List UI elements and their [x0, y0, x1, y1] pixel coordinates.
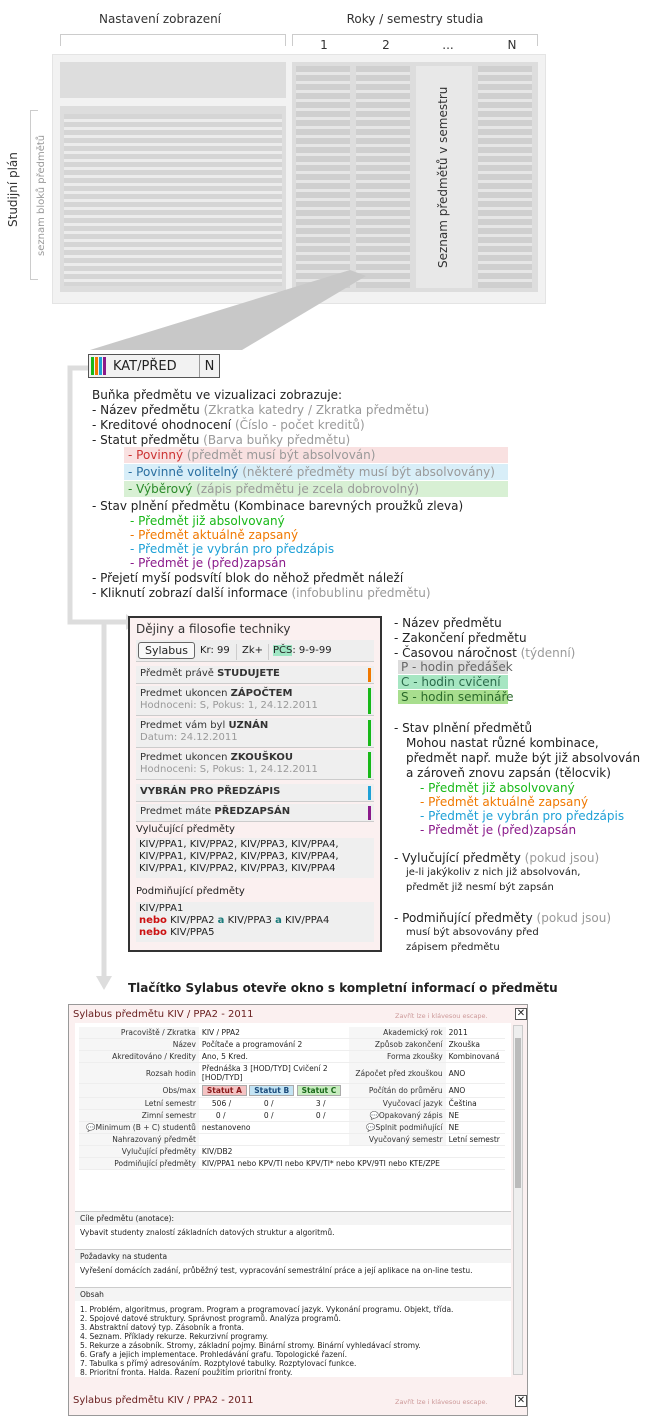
cell: ANO: [446, 1063, 505, 1084]
cell: Rozsah hodin: [79, 1063, 199, 1084]
opak: Opakovaný zápis: [378, 1111, 443, 1120]
arrow-head-sylabus: [96, 976, 112, 990]
cell: Zimní semestr: [79, 1110, 199, 1122]
info-title: Dějiny a filosofie techniky: [136, 622, 291, 636]
s2a: - Povinně volitelný: [128, 465, 243, 479]
info-kr: Kr: 99: [200, 645, 230, 656]
obsah-line: 5. Rekurze a zásobník. Stromy, základní pojmy. Binární stromy. Binární vyhledávací stromy.: [80, 1341, 421, 1350]
sem-label-3: ...: [442, 38, 454, 52]
st6a: Predmet máte: [140, 806, 215, 817]
syl-table: [79, 1027, 505, 1170]
desc-l3b: (Barva buňky předmětu): [203, 433, 351, 447]
a-1: a: [217, 915, 225, 926]
r-stav-b: Mohou nastat různé kombinace,: [406, 736, 599, 750]
list-label: Seznam předmětů v semestru: [436, 86, 450, 268]
cell: Počítače a programování 2: [199, 1039, 349, 1051]
r-q4: - Předmět je (před)zapsán: [420, 823, 577, 837]
cell: NE: [446, 1110, 505, 1122]
l-c: 3 /: [315, 1099, 326, 1108]
cell: Čeština: [446, 1098, 505, 1110]
cell: Vyučovací jazyk: [349, 1098, 446, 1110]
desc-l3a: - Statut předmětu: [92, 433, 204, 447]
r5b: (pokud jsou): [524, 851, 600, 865]
sem-label-1: 1: [320, 38, 328, 52]
cile-title: Cíle předmětu (anotace):: [75, 1211, 511, 1225]
r-p: P - hodin předášek: [398, 660, 508, 674]
r-vyl-c: je-li jakýkoliv z nich již absolvován,: [406, 867, 581, 878]
desc-p3: - Předmět je vybrán pro předzápis: [130, 542, 335, 556]
cile-text: Vybavit studenty znalostí základních datových struktur a algoritmů.: [80, 1228, 335, 1237]
syl-row: [79, 1098, 505, 1110]
status-vyberovy: [128, 482, 419, 496]
r-vyl-d: předmět již nesmí být zapsán: [406, 882, 554, 893]
cell: KIV/DB2: [199, 1146, 505, 1158]
cell: 2011: [446, 1027, 505, 1039]
st3b: UZNÁN: [228, 720, 269, 731]
status-studujete: [136, 666, 374, 684]
desc-intro: Buňka předmětu ve vizualizaci zobrazuje:: [92, 388, 343, 402]
desc-p4: - Předmět je (před)zapsán: [130, 556, 287, 570]
st6b: PŘEDZAPSÁN: [214, 806, 291, 817]
desc-p1: - Předmět již absolvovaný: [130, 514, 285, 528]
cell: Letní semestr: [446, 1134, 505, 1146]
bar-green-2: [368, 720, 371, 746]
syl-content: [75, 1023, 511, 1377]
obsah-line: 6. Grafy a jejich implementace. Prohledávání grafu. Topologické řazení.: [80, 1350, 348, 1359]
cell: Ano, 5 Kred.: [199, 1051, 349, 1063]
statut-a: Statut A: [202, 1085, 247, 1096]
syl-row: [79, 1027, 505, 1039]
obsah-text: [75, 1303, 511, 1377]
st3a: Predmet vám byl: [140, 720, 229, 731]
r-vyl: [394, 851, 599, 865]
bar-green-3: [368, 752, 371, 778]
cell-strip-orange: [95, 357, 98, 375]
cell: Podmiňující předměty: [79, 1158, 199, 1170]
cell: Vyučovaný semestr: [349, 1134, 446, 1146]
bubble-icon: 💬: [369, 1111, 379, 1120]
st5: VYBRÁN PRO PŘEDZÁPIS: [140, 786, 281, 797]
cell: [349, 1122, 446, 1134]
cell: Letní semestr: [79, 1098, 199, 1110]
r-q1: - Předmět již absolvovaný: [420, 781, 575, 795]
r6a: - Podmiňující předměty: [394, 911, 537, 925]
st2b: ZÁPOČTEM: [230, 688, 293, 699]
syl-title: Sylabus předmětu KIV / PPA2 - 2011: [73, 1009, 254, 1020]
syl-row: [79, 1158, 505, 1170]
status-zapoctem: [136, 686, 374, 716]
cell: Zápočet před zkouškou: [349, 1063, 446, 1084]
r-stav: - Stav plnění předmětů: [394, 721, 533, 735]
l-a: 506 /: [211, 1099, 232, 1108]
scrollbar-thumb[interactable]: [515, 1038, 521, 1188]
r3a: - Časovou náročnost: [394, 646, 521, 660]
r-casova: [394, 646, 575, 660]
cell: Kombinovaná: [446, 1051, 505, 1063]
info-pcs: [273, 645, 332, 656]
cell: Počítán do průměru: [349, 1084, 446, 1098]
s1b: (předmět musí být absolvován): [186, 448, 376, 462]
syl-row: [79, 1110, 505, 1122]
desc-line-6: [92, 586, 431, 600]
obsah-line: 2. Spojové datové struktury. Správnost programů. Analýza programů.: [80, 1314, 341, 1323]
obsah-line: 4. Seznam. Příklady rekurze. Rekurzivní programy.: [80, 1332, 269, 1341]
z-a: 0 /: [215, 1111, 226, 1120]
poz-text: Vyřešení domácích zadání, průběžný test, vypracování semestrální práce a její aplikace na on-line testu.: [80, 1266, 473, 1275]
settings-header: Nastavení zobrazení: [98, 12, 222, 26]
syl-row: [79, 1134, 505, 1146]
syl-footer-title: Sylabus předmětu KIV / PPA2 - 2011: [73, 1395, 254, 1406]
close-icon[interactable]: ✕: [516, 1008, 526, 1019]
cell: KIV/PPA1 nebo KPV/TI nebo KPV/TI* nebo KPV/9TI nebo KTE/ZPE: [199, 1158, 505, 1170]
cell: ANO: [446, 1084, 505, 1098]
poz-title: Požadavky na studenta: [75, 1249, 511, 1263]
scrollbar[interactable]: [513, 1025, 523, 1375]
r-s: S - hodin semináře: [398, 690, 508, 704]
sep2: [268, 644, 269, 660]
vyl-line-1: KIV/PPA1, KIV/PPA2, KIV/PPA3, KIV/PPA4,: [139, 839, 339, 850]
pod-title: Podmiňující předměty: [136, 886, 245, 897]
status-predzapsan: [136, 804, 374, 822]
r3b: (týdenní): [520, 646, 576, 660]
st1b: STUDUJETE: [217, 668, 280, 679]
cell: KIV / PPA2: [199, 1027, 349, 1039]
desc-l2a: - Kreditové ohodnocení: [92, 418, 235, 432]
cell: Zkouška: [446, 1039, 505, 1051]
vyl-line-2: KIV/PPA1, KIV/PPA2, KIV/PPA3, KIV/PPA4,: [139, 851, 339, 862]
cell-strip-green: [91, 357, 94, 375]
s3a: - Výběrový: [128, 482, 197, 496]
syl-row: [79, 1122, 505, 1134]
st1a: Předmět právě: [140, 668, 218, 679]
cell: Přednáška 3 [HOD/TYD] Cvičení 2 [HOD/TYD]: [199, 1063, 349, 1084]
cell-strip-purple: [103, 357, 106, 375]
cell: Akademický rok: [349, 1027, 446, 1039]
info-zk: Zk+: [242, 645, 264, 656]
cell: [199, 1084, 349, 1098]
cell-strip-blue: [99, 357, 102, 375]
pod-line-1: KIV/PPA1: [139, 903, 184, 914]
cell: Název: [79, 1039, 199, 1051]
syl-row: [79, 1051, 505, 1063]
bar-orange: [368, 668, 371, 682]
status-povinny: [128, 448, 375, 462]
syl-close-hint: Zavřít lze i klávesou escape.: [395, 1012, 488, 1020]
s3b: (zápis předmětu je zcela dobrovolný): [196, 482, 420, 496]
bar-purple: [368, 806, 371, 820]
splnit: Splnit podmiňující: [375, 1123, 443, 1132]
status-uznan: [136, 718, 374, 748]
syl-row: [79, 1063, 505, 1084]
pod3: KIV/PPA5: [166, 927, 215, 938]
s2b: (některé předměty musí být absolvovány): [242, 465, 495, 479]
r5a: - Vylučující předměty: [394, 851, 525, 865]
statut-c: Statut C: [297, 1085, 342, 1096]
zoom-wedge: [90, 270, 366, 350]
cell: Forma zkoušky: [349, 1051, 446, 1063]
plan-label: Studijní plán: [6, 152, 20, 228]
z-b: 0 /: [263, 1111, 274, 1120]
statut-b: Statut B: [249, 1085, 294, 1096]
bar-blue: [368, 786, 371, 800]
sylabus-heading: Tlačítko Sylabus otevře okno s kompletní informací o předmětu: [128, 981, 558, 995]
st4a: Predmet ukoncen: [140, 752, 231, 763]
blocks-label: seznam bloků předmětů: [36, 134, 47, 256]
vyl-title: Vylučující předměty: [136, 824, 235, 835]
syl-footer-hint: Zavřít lze i klávesou escape.: [395, 1398, 488, 1406]
desc-p2: - Předmět aktuálně zapsaný: [130, 528, 299, 542]
nebo-1: nebo: [139, 915, 167, 926]
cell: nestanoveno: [199, 1122, 349, 1134]
desc-l6b: (infobublinu předmětu): [291, 586, 431, 600]
subject-cell[interactable]: [88, 354, 220, 378]
obsah-line: 8. Prioritní fronta. Halda. Řazení použitím prioritní fronty.: [80, 1368, 293, 1377]
cell: NE: [446, 1122, 505, 1134]
obsah-line: 7. Tabulka s přímý adresováním. Rozptylové tabulky. Rozptylovací funkce.: [80, 1359, 357, 1368]
sem-label-2: 2: [382, 38, 390, 52]
status-volitelny: [128, 465, 495, 479]
syl-row: [79, 1039, 505, 1051]
min: Minimum (B + C) studentů: [95, 1123, 196, 1132]
pod2c: KIV/PPA4: [281, 915, 330, 926]
desc-line-2: [92, 418, 365, 432]
desc-l6a: - Kliknutí zobrazí další informace: [92, 586, 292, 600]
cell: [349, 1110, 446, 1122]
r-stav-d: a zároveň znovu zapsán (tělocvik): [406, 766, 611, 780]
l-b: 0 /: [263, 1099, 274, 1108]
st4c: Hodnoceni: S, Pokus: 1, 24.12.2011: [140, 764, 318, 775]
syl-row: [79, 1084, 505, 1098]
close-icon-footer[interactable]: ✕: [516, 1395, 526, 1406]
r-c: C - hodin cvičení: [398, 675, 508, 689]
r-zakonceni: - Zakončení předmětu: [394, 631, 527, 645]
r-pod-d: zápisem předmětu: [406, 942, 500, 953]
cell-name: KAT/PŘED: [113, 359, 177, 374]
pcs-value: : 9-9-99: [292, 645, 332, 656]
s1a: - Povinný: [128, 448, 187, 462]
sylabus-button[interactable]: Sylabus: [138, 642, 195, 659]
st3c: Datum: 24.12.2011: [140, 732, 238, 743]
bar-green-1: [368, 688, 371, 714]
r-stav-c: předmět např. muže být již absolvován: [406, 751, 641, 765]
cell: Vylučující předměty: [79, 1146, 199, 1158]
bubble-icon: 💬: [86, 1123, 96, 1132]
desc-l1b: (Zkratka katedry / Zkratka předmětu): [203, 403, 430, 417]
obsah-title: Obsah: [75, 1287, 511, 1301]
vyl-line-3: KIV/PPA1, KIV/PPA2, KIV/PPA3, KIV/PPA4: [139, 863, 336, 874]
r-nazev: - Název předmětu: [394, 616, 502, 630]
syl-row: [79, 1146, 505, 1158]
z-c: 0 /: [315, 1111, 326, 1120]
pcs-label: PČS: [273, 645, 293, 656]
st4b: ZKOUŠKOU: [230, 752, 293, 763]
r6b: (pokud jsou): [536, 911, 612, 925]
status-predzapis: [136, 784, 374, 802]
desc-l2b: (Číslo - počet kreditů): [234, 418, 365, 432]
cell: Pracoviště / Zkratka: [79, 1027, 199, 1039]
obsah-line: 1. Problém, algoritmus, program. Program a programovací jazyk. Vykonání programu. Objekt, třída.: [80, 1305, 454, 1314]
desc-line-3: [92, 433, 350, 447]
status-zkouskou: [136, 750, 374, 780]
cell: [199, 1110, 349, 1122]
cell-credits: N: [199, 355, 219, 377]
desc-l1a: - Název předmětu: [92, 403, 204, 417]
r-q3: - Předmět je vybrán pro předzápis: [420, 809, 625, 823]
pod2b: KIV/PPA3: [224, 915, 276, 926]
r-pod: [394, 911, 611, 925]
cell: Způsob zakončení: [349, 1039, 446, 1051]
sem-label-n: N: [507, 38, 517, 52]
pod2a: KIV/PPA2: [166, 915, 218, 926]
desc-line-5: - Přejetí myší podsvítí blok do něhož předmět náleží: [92, 571, 404, 585]
obsah-line: 3. Abstraktní datový typ. Zásobník a fronta.: [80, 1323, 244, 1332]
st2a: Predmet ukoncen: [140, 688, 231, 699]
sep1: [236, 644, 237, 660]
pod-line-2: [139, 915, 371, 927]
bubble-icon: 💬: [366, 1123, 376, 1132]
desc-line-4: - Stav plnění předmětu (Kombinace barevných proužků zleva): [92, 499, 464, 513]
vyl-list: [136, 838, 374, 878]
cell: Obs/max: [79, 1084, 199, 1098]
semesters-header: Roky / semestry studia: [346, 12, 484, 26]
cell: [79, 1122, 199, 1134]
cell: Nahrazovaný předmět: [79, 1134, 199, 1146]
cell: [199, 1134, 349, 1146]
a-2: a: [275, 915, 282, 926]
r-q2: - Předmět aktuálně zapsaný: [420, 795, 589, 809]
r-pod-c: musí být absovovány před: [406, 927, 539, 938]
sylabus-window: [68, 1004, 528, 1416]
pod-line-3: [139, 927, 371, 939]
st2c: Hodnoceni: S, Pokus: 1, 24.12.2011: [140, 700, 318, 711]
pod-list: [136, 902, 374, 942]
nebo-2: nebo: [139, 927, 167, 938]
cell: [199, 1098, 349, 1110]
cell: Akreditováno / Kredity: [79, 1051, 199, 1063]
desc-line-1: [92, 403, 429, 417]
info-bubble: [128, 616, 382, 952]
